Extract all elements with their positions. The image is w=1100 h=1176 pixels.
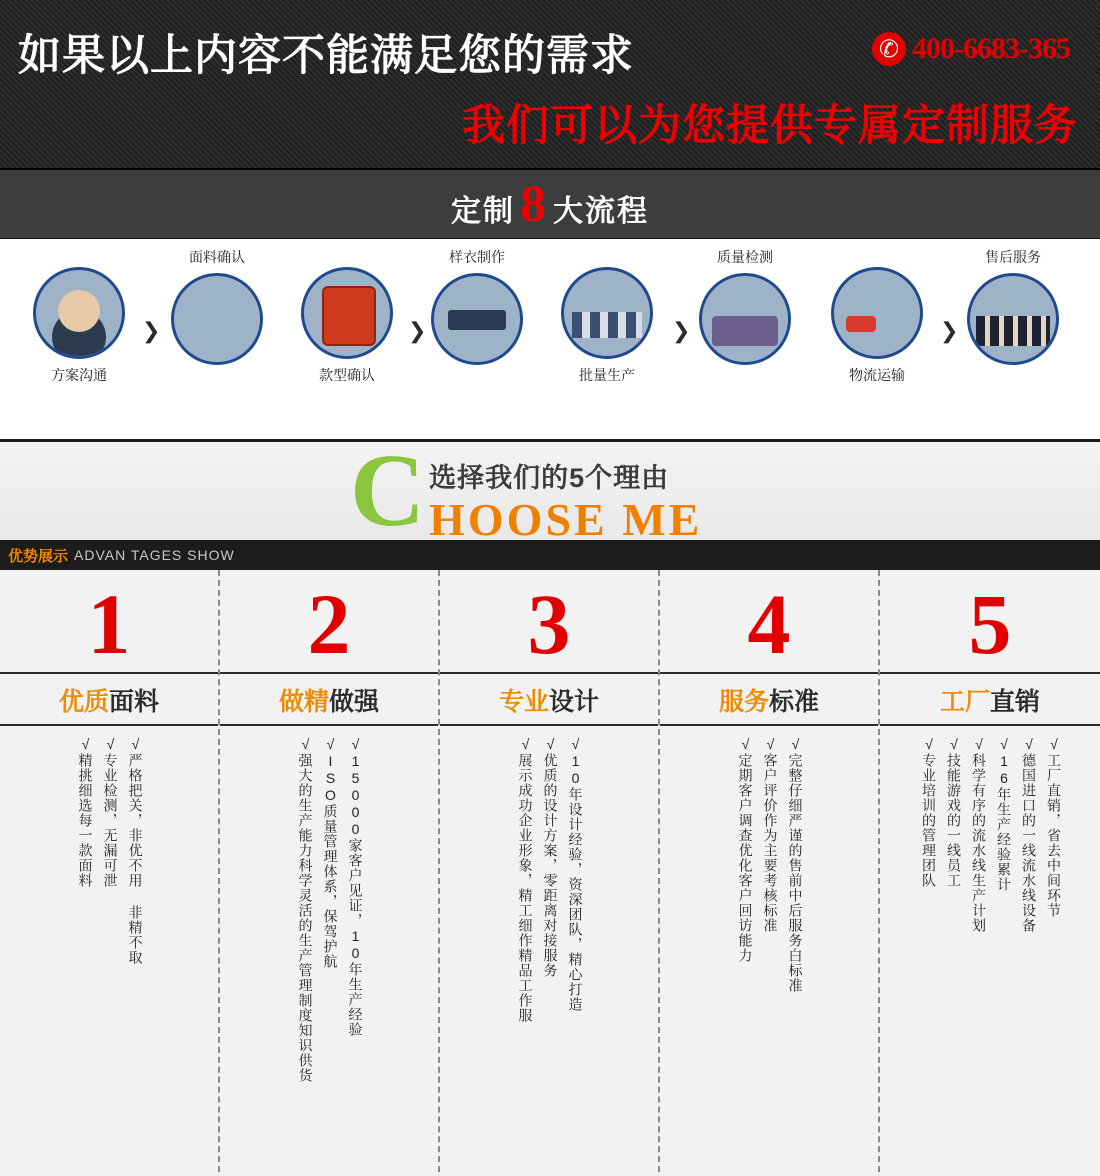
header-headline-secondary: 我们可以为您提供专属定制服务 (462, 102, 1078, 150)
reason-title-rest-5: 直销 (990, 688, 1041, 716)
advantage-label-en: ADVAN TAGES SHOW (74, 547, 235, 563)
list-item: √优质的设计方案，零距离对接服务 (542, 736, 559, 978)
reason-bullets-2 (220, 726, 438, 1166)
process-title-number: 8 (520, 175, 548, 233)
reasons-section (0, 570, 1100, 1176)
step-logistics (822, 267, 932, 385)
list-item: √德国进口的一线流水线设备 (1021, 736, 1037, 933)
arrow-icon-1: ❯ (142, 319, 161, 344)
step-style-label: 款型确认 (319, 367, 375, 383)
list-item: √完整仔细严谨的售前中后服务白标准 (787, 736, 804, 993)
reason-number-1: 1 (87, 576, 131, 672)
reason-title-5 (880, 674, 1100, 724)
step-service-label: 售后服务 (985, 249, 1041, 265)
choose-subtitle-cn: 选择我们的5个理由 (429, 463, 670, 493)
reason-column-1 (0, 570, 220, 1176)
process-steps (0, 239, 1100, 442)
advantage-bar (0, 540, 1100, 570)
reason-title-rest-4: 标准 (769, 688, 820, 716)
advantage-label-cn: 优势展示 (8, 547, 69, 565)
choose-text (425, 448, 702, 540)
step-quality (690, 247, 800, 365)
step-fabric-image (171, 273, 263, 365)
process-title-prefix: 定制 (451, 194, 515, 228)
list-item: √展示成功企业形象，精工细作精品工作服 (517, 736, 534, 1023)
step-quality-label: 质量检测 (717, 249, 773, 265)
list-item: √科学有序的流水线生产计划 (971, 736, 987, 933)
step-style-image (301, 267, 393, 359)
reasons-row (0, 570, 1100, 1176)
step-fabric-label: 面料确认 (189, 249, 245, 265)
reason-title-rest-2: 做强 (329, 688, 380, 716)
process-title-bar (0, 170, 1100, 239)
step-production (552, 267, 662, 385)
step-service-image (967, 273, 1059, 365)
step-service (958, 247, 1068, 365)
arrow-icon-2: ❯ (408, 319, 427, 344)
process-title-suffix: 大流程 (553, 194, 649, 228)
reason-title-rest-1: 面料 (109, 688, 160, 716)
step-logistics-image (831, 267, 923, 359)
step-logistics-label: 物流运输 (849, 367, 905, 383)
arrow-icon-4: ❯ (940, 319, 959, 344)
list-item: √客户评价作为主要考核标准 (762, 736, 779, 933)
list-item: √技能游戏的一线员工 (946, 736, 962, 888)
choose-section (0, 442, 1100, 540)
reason-title-3 (440, 674, 658, 724)
reason-column-4 (660, 570, 880, 1176)
reason-title-4 (660, 674, 878, 724)
list-item: √ISO质量管理体系，保驾护航 (322, 736, 339, 969)
reason-title-highlight-2: 做精 (278, 688, 329, 716)
list-item: √专业培训的管理团队 (921, 736, 937, 888)
reason-bullets-5 (880, 726, 1100, 1166)
reason-bullets-4 (660, 726, 878, 1166)
reason-title-highlight-5: 工厂 (939, 688, 990, 716)
arrow-icon-3: ❯ (672, 319, 691, 344)
reason-column-5 (880, 570, 1100, 1176)
phone-block (872, 32, 1070, 66)
reason-title-highlight-4: 服务 (718, 688, 769, 716)
header-banner (0, 0, 1100, 170)
list-item: √专业检测，无漏可泄 (102, 736, 119, 888)
step-sample (422, 247, 532, 365)
step-plan-image (33, 267, 125, 359)
list-item: √严格把关，非优不用 非精不取 (127, 736, 144, 965)
reason-title-highlight-3: 专业 (498, 688, 549, 716)
list-item: √精挑细选每一款面料 (77, 736, 94, 888)
reason-bullets-1 (0, 726, 218, 1166)
list-item: √15000家客户见证，10年生产经验 (347, 736, 364, 1037)
reason-title-2 (220, 674, 438, 724)
phone-number: 400-6683-365 (912, 32, 1070, 65)
choose-big-letter: C (350, 442, 426, 540)
step-production-label: 批量生产 (579, 367, 635, 383)
step-plan (24, 267, 134, 385)
reason-bullets-3 (440, 726, 658, 1166)
phone-icon: ✆ (872, 32, 906, 66)
list-item: √16年生产经验累计 (996, 736, 1012, 892)
list-item: √强大的生产能力科学灵活的生产管理制度知识供货 (297, 736, 314, 1083)
step-plan-label: 方案沟通 (51, 367, 107, 383)
choose-inner (350, 442, 703, 540)
step-sample-label: 样衣制作 (449, 249, 505, 265)
reason-number-5: 5 (968, 576, 1012, 672)
list-item: √定期客户调查优化客户回访能力 (737, 736, 754, 963)
reason-number-4: 4 (747, 576, 791, 672)
reason-column-3 (440, 570, 660, 1176)
step-quality-image (699, 273, 791, 365)
header-headline-primary: 如果以上内容不能满足您的需求 (18, 32, 634, 80)
reason-column-2 (220, 570, 440, 1176)
list-item: √10年设计经验，资深团队，精心打造 (567, 736, 584, 1012)
reason-title-highlight-1: 优质 (58, 688, 109, 716)
reason-number-2: 2 (307, 576, 351, 672)
step-sample-image (431, 273, 523, 365)
step-fabric (162, 247, 272, 365)
process-title (451, 175, 649, 234)
reason-title-rest-3: 设计 (549, 688, 600, 716)
reason-number-3: 3 (527, 576, 571, 672)
step-production-image (561, 267, 653, 359)
list-item: √工厂直销，省去中间环节 (1046, 736, 1062, 918)
choose-title-en: HOOSE ME (429, 494, 703, 540)
step-style (292, 267, 402, 385)
reason-title-1 (0, 674, 218, 724)
